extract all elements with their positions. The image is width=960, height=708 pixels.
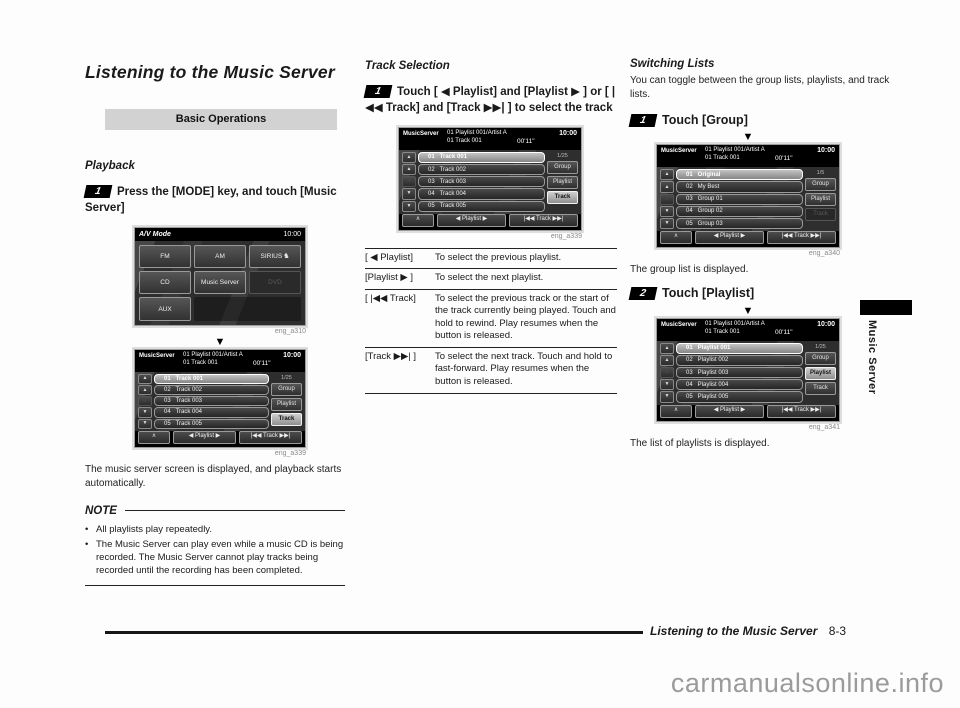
ms-playlist-info: 01 Playlist 001/Artist A: [183, 351, 243, 358]
expand-button: ∧: [660, 405, 692, 418]
ms-footer: [657, 405, 839, 421]
scroll-top-icon: ▲: [138, 374, 152, 384]
page-indicator: 1/5: [816, 170, 825, 177]
expand-button: ∧: [138, 431, 170, 444]
ms-elapsed-time: 00'11": [517, 137, 535, 145]
step-number-badge: 1: [364, 85, 393, 98]
list-item: 05 Track 005: [154, 419, 269, 429]
watermark: carmanualsonline.info: [670, 668, 944, 698]
scroll-up-icon: ▲: [402, 164, 416, 175]
section-header-basic-operations: Basic Operations: [105, 109, 337, 130]
scroll-top-icon: ▲: [660, 343, 674, 354]
av-mode-title: A/V Mode: [139, 230, 171, 238]
list-item: 03 Playlist 003: [676, 367, 803, 378]
ms-track-list: [154, 374, 269, 429]
result-text: The group list is displayed.: [630, 264, 749, 276]
figure-caption: eng_a340: [808, 250, 840, 258]
scroll-up-icon: ▲: [660, 181, 674, 192]
note-bottom-rule: [85, 585, 345, 586]
screenshot-music-server-tracks: [398, 127, 582, 231]
button-name: [Track ▶▶| ]: [365, 347, 435, 393]
list-item: 02 Track 002: [418, 164, 545, 175]
home-icon: ⌂: [660, 194, 674, 205]
table-row: [365, 269, 617, 290]
button-description: To select the previous playlist.: [435, 248, 617, 269]
av-mode-body: [135, 241, 305, 325]
ms-header: [657, 319, 839, 341]
table-row: [365, 289, 617, 347]
sirius-label: SIRIUS: [260, 252, 283, 260]
ms-app-name: MusicServer: [139, 352, 175, 359]
ms-app-name: MusicServer: [661, 148, 697, 155]
scroll-bottom-icon: ▼: [660, 218, 674, 229]
list-item: 02 My Best: [676, 181, 803, 192]
playlist-button: Playlist: [547, 176, 578, 189]
button-description: To select the next track. Touch and hold to fast-forward. Play resumes when the button is released.: [435, 347, 617, 393]
step-text: Touch [ ◀ Playlist] and [Playlist ▶ ] or [ |◀◀ Track] and [Track ▶▶| ] to select the track: [365, 86, 616, 114]
playlist-nav-button: ◀ Playlist ▶: [695, 231, 764, 244]
expand-button: ∧: [660, 231, 692, 244]
track-nav-button: |◀◀ Track ▶▶|: [767, 231, 836, 244]
down-arrow-icon: ▼: [742, 304, 754, 317]
intro-text: You can toggle between the group lists, playlists, and track lists.: [630, 75, 890, 100]
heading-track-selection: Track Selection: [365, 60, 450, 72]
footer-rule: [105, 631, 643, 634]
step-1-playback: [85, 185, 345, 217]
home-icon: ⌂: [402, 176, 416, 187]
list-item: 04 Track 004: [154, 407, 269, 417]
down-arrow-icon: ▼: [214, 335, 226, 348]
track-button-disabled: Track: [805, 208, 836, 221]
table-row: [365, 248, 617, 269]
ms-scrollbar: [138, 374, 152, 429]
track-nav-button: |◀◀ Track ▶▶|: [767, 405, 836, 418]
av-mode-clock: 10:00: [283, 230, 301, 238]
footer-page-number: 8-3: [828, 624, 847, 638]
note-list: [85, 523, 345, 577]
note-label: NOTE: [85, 504, 117, 517]
ms-body: [657, 167, 839, 231]
home-icon: ⌂: [138, 396, 152, 406]
ms-scrollbar: [402, 152, 416, 212]
av-mode-titlebar: [135, 228, 305, 241]
ms-elapsed-time: 00'11": [775, 328, 793, 336]
track-button: Track: [271, 413, 302, 426]
scroll-bottom-icon: ▼: [138, 419, 152, 429]
list-item: 03 Group 01: [676, 194, 803, 205]
step-text: Touch [Playlist]: [662, 286, 755, 301]
right-column: [630, 58, 896, 457]
down-arrow-icon: ▼: [742, 131, 754, 144]
middle-column: [365, 60, 617, 394]
dvd-button-disabled: DVD: [249, 271, 301, 294]
scroll-down-icon: ▼: [660, 379, 674, 390]
list-item: 04 Group 02: [676, 206, 803, 217]
scroll-down-icon: ▼: [660, 206, 674, 217]
ms-track-list: [418, 152, 545, 212]
ms-clock: 10:00: [817, 320, 835, 328]
ms-clock: 10:00: [283, 351, 301, 359]
result-text: The music server screen is displayed, and playback starts automatically.: [85, 463, 342, 489]
step-2-switching: [630, 285, 896, 302]
step-text: Press the [MODE] key, and touch [Music Server]: [85, 186, 337, 214]
list-item: 05 Playlist 005: [676, 391, 803, 402]
page-indicator: 1/25: [281, 374, 292, 381]
list-item: 04 Playlist 004: [676, 379, 803, 390]
ms-clock: 10:00: [559, 129, 577, 137]
av-mode-blank-panel: [194, 297, 301, 320]
playlist-nav-button: ◀ Playlist ▶: [173, 431, 236, 444]
ms-header: [399, 128, 581, 150]
ms-side-buttons: [805, 169, 836, 229]
list-item: 01 Track 001: [418, 152, 545, 163]
list-item: 05 Group 03: [676, 218, 803, 229]
left-column: [85, 62, 345, 586]
playlist-button: Playlist: [805, 193, 836, 206]
list-item: 04 Track 004: [418, 188, 545, 199]
footer-title: Listening to the Music Server: [650, 624, 818, 638]
scroll-bottom-icon: ▼: [660, 391, 674, 402]
playlist-button: Playlist: [805, 367, 836, 380]
sirius-button: [249, 245, 301, 268]
figure-caption: eng_a341: [808, 423, 840, 431]
list-item: 01 Playlist 001: [676, 343, 803, 354]
ms-scrollbar: [660, 169, 674, 229]
ms-playlist-info: 01 Playlist 001/Artist A: [705, 147, 765, 154]
chapter-tab-marker: [860, 300, 912, 315]
list-item: 01 Track 001: [154, 374, 269, 384]
step-1-track-selection: [365, 85, 617, 117]
result-text: The list of playlists is displayed.: [630, 437, 770, 449]
ms-side-buttons: [547, 152, 578, 212]
footer: [650, 624, 846, 638]
step-1-switching: [630, 112, 896, 129]
page-title: Listening to the Music Server: [85, 62, 335, 82]
ms-body: [399, 150, 581, 214]
ms-elapsed-time: 00'11": [775, 155, 793, 163]
figure-caption: eng_a310: [274, 327, 306, 335]
playlist-nav-button: ◀ Playlist ▶: [437, 214, 506, 227]
aux-button: AUX: [139, 297, 191, 320]
ms-track-info: 01 Track 001: [705, 328, 740, 335]
ms-app-name: MusicServer: [661, 321, 697, 328]
track-button: Track: [805, 382, 836, 395]
screenshot-music-server-groups: [656, 144, 840, 248]
ms-app-name: MusicServer: [403, 130, 439, 137]
ms-track-info: 01 Track 001: [183, 359, 218, 366]
screenshot-music-server-playlists: [656, 318, 840, 422]
ms-footer: [657, 231, 839, 247]
ms-group-list: [676, 169, 803, 229]
button-description-table: [365, 248, 617, 394]
ms-header: [657, 145, 839, 167]
track-nav-button: |◀◀ Track ▶▶|: [239, 431, 302, 444]
ms-track-info: 01 Track 001: [447, 137, 482, 144]
scroll-up-icon: ▲: [138, 385, 152, 395]
page-indicator: 1/25: [815, 343, 826, 350]
subsection-playback: Playback: [85, 160, 135, 172]
list-item: 03 Track 003: [154, 396, 269, 406]
button-description: To select the previous track or the start of the track currently being played. Touch and hold to rewind. Play resumes when the button is released.: [435, 289, 617, 347]
ms-playlist-list: [676, 343, 803, 403]
ms-header: [135, 350, 305, 372]
ms-body: [657, 341, 839, 405]
button-description: To select the next playlist.: [435, 269, 617, 290]
cd-button: CD: [139, 271, 191, 294]
page-indicator: 1/25: [557, 152, 568, 159]
track-button: Track: [547, 191, 578, 204]
scroll-up-icon: ▲: [660, 355, 674, 366]
button-name: [ |◀◀ Track]: [365, 289, 435, 347]
button-name: [Playlist ▶ ]: [365, 269, 435, 290]
am-button: AM: [194, 245, 246, 268]
music-server-button: Music Server: [194, 271, 246, 294]
list-item: 02 Track 002: [154, 385, 269, 395]
group-button: Group: [271, 383, 302, 396]
group-button: Group: [805, 178, 836, 191]
group-button: Group: [547, 161, 578, 174]
home-icon: ⌂: [660, 367, 674, 378]
ms-body: [135, 372, 305, 431]
ms-footer: [399, 214, 581, 230]
scroll-bottom-icon: ▼: [402, 201, 416, 212]
table-row: [365, 347, 617, 393]
note-rule: [125, 510, 345, 511]
figure-caption: eng_a339: [274, 449, 306, 457]
playlist-nav-button: ◀ Playlist ▶: [695, 405, 764, 418]
chapter-tab-label: Music Server: [866, 320, 878, 395]
note-heading: [85, 505, 345, 517]
ms-playlist-info: 01 Playlist 001/Artist A: [705, 320, 765, 327]
heading-switching-lists: Switching Lists: [630, 58, 715, 70]
ms-footer: [135, 431, 305, 447]
step-number-badge: 1: [84, 185, 113, 198]
step-number-badge: 1: [629, 114, 658, 127]
ms-clock: 10:00: [817, 147, 835, 155]
track-nav-button: |◀◀ Track ▶▶|: [509, 214, 578, 227]
step-number-badge: 2: [629, 287, 658, 300]
list-item: 03 Track 003: [418, 176, 545, 187]
note-item: • The Music Server can play even while a music CD is being recorded. The Music Server cannot play tracks being recorded until the recording has been completed.: [85, 538, 345, 577]
note-item: • All playlists play repeatedly.: [85, 523, 345, 536]
scroll-top-icon: ▲: [660, 169, 674, 180]
step-text: Touch [Group]: [662, 113, 748, 127]
ms-elapsed-time: 00'11": [253, 359, 271, 367]
ms-track-info: 01 Track 001: [705, 155, 740, 162]
ms-side-buttons: [805, 343, 836, 403]
button-name: [ ◀ Playlist]: [365, 248, 435, 269]
ms-scrollbar: [660, 343, 674, 403]
ms-playlist-info: 01 Playlist 001/Artist A: [447, 129, 507, 136]
scroll-down-icon: ▼: [402, 188, 416, 199]
fm-button: FM: [139, 245, 191, 268]
group-button: Group: [805, 352, 836, 365]
screenshot-music-server-tracks: [134, 349, 306, 448]
list-item: 05 Track 005: [418, 201, 545, 212]
scroll-down-icon: ▼: [138, 407, 152, 417]
list-item: 01 Original: [676, 169, 803, 180]
screenshot-av-mode: [134, 227, 306, 326]
sirius-dog-icon: ♞: [283, 253, 290, 261]
list-item: 02 Playlist 002: [676, 355, 803, 366]
playlist-button: Playlist: [271, 398, 302, 411]
ms-side-buttons: [271, 374, 302, 429]
figure-caption: eng_a339: [550, 232, 582, 240]
scroll-top-icon: ▲: [402, 152, 416, 163]
expand-button: ∧: [402, 214, 434, 227]
